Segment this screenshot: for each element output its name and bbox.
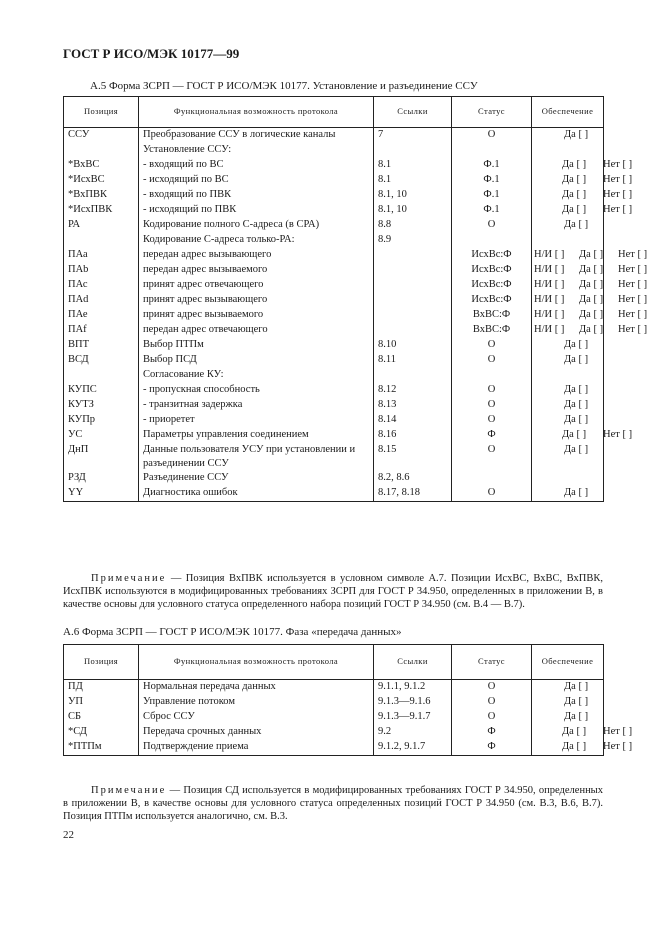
row-position: *ИсхВС (64, 173, 139, 188)
support-na: Н/И [ ] (534, 294, 565, 305)
support-yes: Да [ ] (564, 354, 589, 365)
row-status: О (452, 338, 532, 353)
table-a6-note (63, 784, 603, 823)
row-refs: 7 (374, 128, 452, 144)
row-function: передан адрес вызывающего (139, 248, 374, 263)
row-position: *ПТПм (64, 740, 139, 756)
row-status (452, 143, 532, 158)
row-position (64, 233, 139, 248)
row-support (532, 338, 604, 353)
row-status: О (452, 383, 532, 398)
row-status: ИсхВс:Ф (452, 263, 532, 278)
row-status: О (452, 680, 532, 696)
table-row (64, 233, 604, 248)
row-support (532, 725, 633, 740)
row-function: Управление потоком (139, 695, 374, 710)
row-support (532, 188, 633, 203)
table-row (64, 218, 604, 233)
row-status: ВхВС:Ф (452, 323, 532, 338)
row-support (532, 323, 648, 338)
row-refs: 8.14 (374, 413, 452, 428)
row-function: - исходящий по ВС (139, 173, 374, 188)
col-header-position: Позиция (64, 645, 139, 680)
support-yes: Да [ ] (579, 279, 604, 290)
row-refs: 8.15 (374, 443, 452, 471)
row-support (532, 486, 604, 502)
row-function: принят адрес вызывающего (139, 293, 374, 308)
table-row (64, 293, 604, 308)
row-function: передан адрес вызываемого (139, 263, 374, 278)
row-refs (374, 263, 452, 278)
row-refs: 8.1 (374, 158, 452, 173)
row-refs: 8.1, 10 (374, 188, 452, 203)
row-function: Выбор ПТПм (139, 338, 374, 353)
row-position: ПАd (64, 293, 139, 308)
row-refs: 9.1.2, 9.1.7 (374, 740, 452, 756)
row-refs: 8.1 (374, 173, 452, 188)
row-support (532, 263, 648, 278)
row-status: Ф (452, 428, 532, 443)
row-position: СБ (64, 710, 139, 725)
support-yes: Да [ ] (564, 219, 589, 230)
support-yes: Да [ ] (564, 399, 589, 410)
row-status (452, 233, 532, 248)
support-yes: Да [ ] (562, 726, 587, 737)
row-support (532, 695, 604, 710)
support-yes: Да [ ] (564, 414, 589, 425)
row-support (532, 710, 604, 725)
row-function: Нормальная передача данных (139, 680, 374, 696)
row-function: - транзитная задержка (139, 398, 374, 413)
row-support (532, 128, 604, 144)
row-function: - входящий по ВС (139, 158, 374, 173)
row-function: - пропускная способность (139, 383, 374, 398)
support-yes: Да [ ] (562, 741, 587, 752)
support-yes: Да [ ] (564, 384, 589, 395)
support-no: Нет [ ] (603, 174, 633, 185)
row-support (532, 173, 633, 188)
row-position: РА (64, 218, 139, 233)
document-header: ГОСТ Р ИСО/МЭК 10177—99 (63, 46, 240, 61)
row-function: Кодирование полного С-адреса (в СРА) (139, 218, 374, 233)
support-yes: Да [ ] (564, 444, 589, 455)
row-status: ИсхВс:Ф (452, 293, 532, 308)
row-position: УП (64, 695, 139, 710)
row-function: Передача срочных данных (139, 725, 374, 740)
row-function: - входящий по ПВК (139, 188, 374, 203)
support-yes: Да [ ] (562, 204, 587, 215)
row-support (532, 413, 604, 428)
row-status (452, 471, 532, 486)
row-support (532, 398, 604, 413)
row-refs: 9.1.3—9.1.7 (374, 710, 452, 725)
support-yes: Да [ ] (562, 159, 587, 170)
row-refs: 8.9 (374, 233, 452, 248)
row-position: ВПТ (64, 338, 139, 353)
table-row (64, 158, 604, 173)
table-a5-note (63, 572, 603, 611)
support-na: Н/И [ ] (534, 309, 565, 320)
support-no: Нет [ ] (603, 726, 633, 737)
row-status: Ф.1 (452, 173, 532, 188)
table-row (64, 383, 604, 398)
row-function: Подтверждение приема (139, 740, 374, 756)
col-header-support: Обеспечение (532, 97, 604, 128)
row-refs: 8.16 (374, 428, 452, 443)
row-status: Ф.1 (452, 203, 532, 218)
col-header-support: Обеспечение (532, 645, 604, 680)
table-row (64, 428, 604, 443)
row-function: Согласование КУ: (139, 368, 374, 383)
support-yes: Да [ ] (564, 696, 589, 707)
row-position: *ИсхПВК (64, 203, 139, 218)
row-function: принят адрес отвечающего (139, 278, 374, 293)
row-position: ПАе (64, 308, 139, 323)
row-refs (374, 278, 452, 293)
note-text: — Позиция ВхПВК используется в условном символе А.7. Позиции ИсхВС, ВхВС, ВхПВК, ИсхПВК используются в модифицированных требованиях ЗСРП для ГОСТ Р 34.950, определенных в приложении В, в качестве основы для условного статуса определенного набора позиций ГОСТ Р 34.950 (см. В.4 — В.7). (63, 573, 603, 610)
row-position: КУПр (64, 413, 139, 428)
table-row (64, 188, 604, 203)
col-header-function: Функциональная возможность протокола (139, 645, 374, 680)
row-status: ИсхВс:Ф (452, 248, 532, 263)
row-refs (374, 368, 452, 383)
col-header-refs: Ссылки (374, 97, 452, 128)
row-refs: 8.1, 10 (374, 203, 452, 218)
support-no: Нет [ ] (603, 189, 633, 200)
table-row (64, 398, 604, 413)
note-text: — Позиция СД используется в модифицированных требованиях ГОСТ Р 34.950, определенных в приложении В, в качестве основы для условного статуса определенных позиций ГОСТ Р 34.950 (см. В.3, В.6, В.7). Позиция ПТПм используется аналогично, см. В.3. (63, 785, 603, 822)
row-status: Ф.1 (452, 158, 532, 173)
row-refs: 8.17, 8.18 (374, 486, 452, 502)
col-header-refs: Ссылки (374, 645, 452, 680)
row-refs: 9.1.1, 9.1.2 (374, 680, 452, 696)
support-yes: Да [ ] (579, 264, 604, 275)
row-status: О (452, 353, 532, 368)
row-function: передан адрес отвечающего (139, 323, 374, 338)
table-row (64, 323, 604, 338)
row-status: Ф (452, 725, 532, 740)
row-refs: 8.12 (374, 383, 452, 398)
table-row (64, 128, 604, 144)
table-row (64, 338, 604, 353)
row-position: ПАb (64, 263, 139, 278)
support-yes: Да [ ] (562, 174, 587, 185)
row-refs: 8.8 (374, 218, 452, 233)
row-refs: 9.1.3—9.1.6 (374, 695, 452, 710)
row-status: О (452, 443, 532, 471)
row-function: Выбор ПСД (139, 353, 374, 368)
table-row (64, 413, 604, 428)
table-row (64, 353, 604, 368)
support-no: Нет [ ] (618, 279, 648, 290)
row-support (532, 740, 633, 756)
table-a6-body (64, 680, 633, 756)
table-row (64, 278, 604, 293)
col-header-status: Статус (452, 97, 532, 128)
row-position: *СД (64, 725, 139, 740)
row-status: ИсхВс:Ф (452, 278, 532, 293)
row-support (532, 308, 648, 323)
row-refs: 8.11 (374, 353, 452, 368)
row-refs (374, 293, 452, 308)
table-row (64, 471, 604, 486)
note-label: Примечание (91, 785, 167, 796)
table-a6-caption: А.6 Форма ЗСРП — ГОСТ Р ИСО/МЭК 10177. Фаза «передача данных» (63, 626, 402, 638)
col-header-function: Функциональная возможность протокола (139, 97, 374, 128)
row-status: Ф.1 (452, 188, 532, 203)
support-no: Нет [ ] (618, 264, 648, 275)
row-function: - приоретет (139, 413, 374, 428)
support-no: Нет [ ] (618, 324, 648, 335)
row-status: О (452, 413, 532, 428)
col-header-position: Позиция (64, 97, 139, 128)
row-refs: 8.2, 8.6 (374, 471, 452, 486)
support-yes: Да [ ] (562, 189, 587, 200)
support-yes: Да [ ] (564, 487, 589, 498)
row-refs: 8.13 (374, 398, 452, 413)
row-function: Установление ССУ: (139, 143, 374, 158)
row-support (532, 233, 604, 248)
support-yes: Да [ ] (564, 129, 589, 140)
table-row (64, 740, 604, 756)
row-position: *ВхВС (64, 158, 139, 173)
row-support (532, 143, 604, 158)
row-refs: 9.2 (374, 725, 452, 740)
support-yes: Да [ ] (579, 309, 604, 320)
table-row (64, 710, 604, 725)
row-function: Параметры управления соединением (139, 428, 374, 443)
support-yes: Да [ ] (579, 294, 604, 305)
support-yes: Да [ ] (564, 711, 589, 722)
row-function: принят адрес вызываемого (139, 308, 374, 323)
row-position: ДнП (64, 443, 139, 471)
row-position (64, 143, 139, 158)
row-status: О (452, 398, 532, 413)
row-support (532, 680, 604, 696)
support-yes: Да [ ] (564, 681, 589, 692)
row-refs (374, 143, 452, 158)
row-position: ПАс (64, 278, 139, 293)
table-a6 (63, 644, 633, 756)
support-no: Нет [ ] (603, 741, 633, 752)
support-no: Нет [ ] (603, 429, 633, 440)
row-status: О (452, 218, 532, 233)
row-support (532, 383, 604, 398)
support-no: Нет [ ] (618, 294, 648, 305)
support-na: Н/И [ ] (534, 279, 565, 290)
row-position: КУТЗ (64, 398, 139, 413)
row-support (532, 218, 604, 233)
table-row (64, 368, 604, 383)
note-label: Примечание (91, 573, 167, 584)
support-na: Н/И [ ] (534, 324, 565, 335)
row-status: О (452, 486, 532, 502)
row-support (532, 428, 633, 443)
support-yes: Да [ ] (562, 429, 587, 440)
row-status: О (452, 710, 532, 725)
support-yes: Да [ ] (579, 324, 604, 335)
row-function: Сброс ССУ (139, 710, 374, 725)
row-position (64, 368, 139, 383)
table-row (64, 248, 604, 263)
table-row (64, 680, 604, 696)
table-a5-caption: А.5 Форма ЗСРП — ГОСТ Р ИСО/МЭК 10177. Установление и разъединение ССУ (90, 80, 478, 92)
support-na: Н/И [ ] (534, 264, 565, 275)
row-function: Преобразование ССУ в логические каналы (139, 128, 374, 144)
support-no: Нет [ ] (618, 249, 648, 260)
support-no: Нет [ ] (603, 159, 633, 170)
table-a5-body (64, 128, 648, 502)
support-na: Н/И [ ] (534, 249, 565, 260)
support-no: Нет [ ] (618, 309, 648, 320)
row-status: О (452, 128, 532, 144)
table-row (64, 486, 604, 502)
row-position: ПД (64, 680, 139, 696)
row-support (532, 293, 648, 308)
table-row (64, 443, 604, 471)
table-row (64, 263, 604, 278)
row-status (452, 368, 532, 383)
row-function: Данные пользователя УСУ при установлении и разъединении ССУ (139, 443, 374, 471)
support-yes: Да [ ] (564, 339, 589, 350)
row-support (532, 203, 633, 218)
row-position: ССУ (64, 128, 139, 144)
row-function: Кодирование С-адреса только-РА: (139, 233, 374, 248)
table-row (64, 725, 604, 740)
row-position: YY (64, 486, 139, 502)
table-row (64, 143, 604, 158)
row-function: - исходящий по ПВК (139, 203, 374, 218)
row-support (532, 368, 604, 383)
table-row (64, 203, 604, 218)
table-row (64, 308, 604, 323)
row-position: *ВхПВК (64, 188, 139, 203)
row-support (532, 248, 648, 263)
table-a5 (63, 96, 648, 502)
row-support (532, 443, 604, 471)
row-refs: 8.10 (374, 338, 452, 353)
row-refs (374, 323, 452, 338)
row-status: ВхВС:Ф (452, 308, 532, 323)
row-function: Диагностика ошибок (139, 486, 374, 502)
row-position: ПАа (64, 248, 139, 263)
row-position: ПАf (64, 323, 139, 338)
row-position: КУПС (64, 383, 139, 398)
row-support (532, 353, 604, 368)
table-row (64, 173, 604, 188)
row-status: О (452, 695, 532, 710)
page-number: 22 (63, 829, 74, 841)
support-yes: Да [ ] (579, 249, 604, 260)
row-position: ВСД (64, 353, 139, 368)
row-support (532, 278, 648, 293)
row-status: Ф (452, 740, 532, 756)
row-support (532, 471, 604, 486)
row-function: Разъединение ССУ (139, 471, 374, 486)
row-position: УС (64, 428, 139, 443)
table-row (64, 695, 604, 710)
col-header-status: Статус (452, 645, 532, 680)
support-no: Нет [ ] (603, 204, 633, 215)
row-refs (374, 248, 452, 263)
row-position: РЗД (64, 471, 139, 486)
row-support (532, 158, 633, 173)
row-refs (374, 308, 452, 323)
